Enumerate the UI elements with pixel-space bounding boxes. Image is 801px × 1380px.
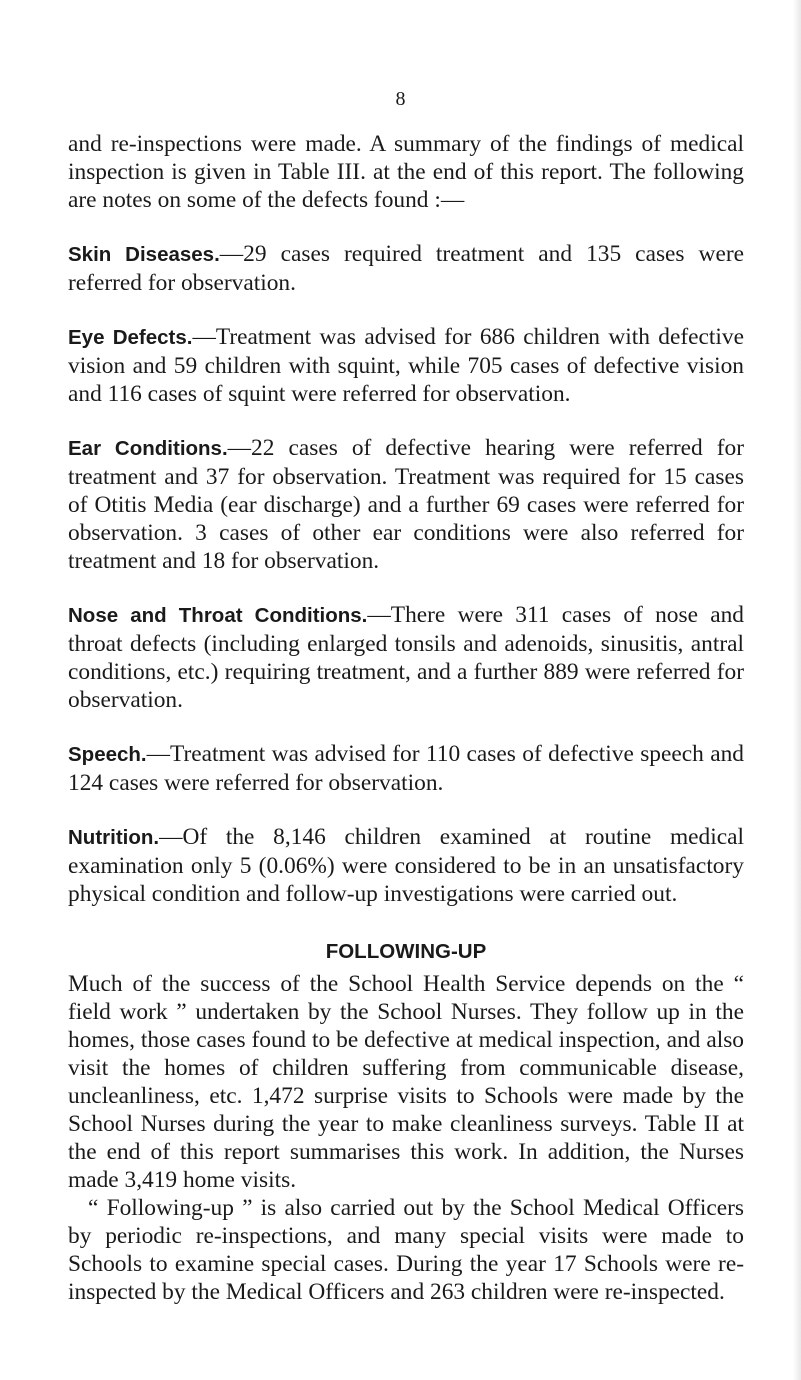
section-text: —Treatment was advised for 110 cases of defective speech and 124 cases were referred for observation. bbox=[68, 741, 744, 796]
section-heading: Skin Diseases. bbox=[68, 243, 220, 266]
section-text: —Treatment was advised for 686 children with defective vision and 59 children with squint, while 705 cases of defective vision and 116 cases of squint were referred for observation. bbox=[68, 324, 744, 407]
section-heading: Ear Conditions. bbox=[68, 437, 228, 460]
page-number: 8 bbox=[395, 88, 406, 110]
intro-paragraph: and re-inspections were made. A summary of the findings of medical inspection is given in Table III. at the end of this report. The following are notes on some of the defects found :— bbox=[68, 131, 744, 213]
section-skin-diseases bbox=[68, 240, 744, 297]
section-nose-throat bbox=[68, 601, 744, 714]
section-text: —29 cases required treatment and 135 cases were referred for observation. bbox=[68, 241, 745, 296]
following-up-title: FOLLOWING-UP bbox=[325, 940, 487, 963]
following-up-paragraph-2: “ Following-up ” is also carried out by the School Medical Officers by periodic re-inspections, and many special visits were made to Schools to examine special cases. During the year 17 Schools were re-inspected by the Medical Officers and 263 children were re-inspected. bbox=[68, 1195, 744, 1305]
section-heading: Eye Defects. bbox=[68, 326, 193, 349]
page-edge-shadow bbox=[793, 0, 801, 1380]
section-heading: Nose and Throat Conditions. bbox=[68, 604, 368, 627]
section-speech bbox=[68, 740, 744, 797]
section-eye-defects bbox=[68, 323, 744, 408]
section-nutrition bbox=[68, 823, 744, 908]
section-text: —22 cases of defective hearing were referred for treatment and 37 for observation. Treatment was required for 15 cases of Otitis Media (ear discharge) and a further 69 cases were referred for observation. 3 cases of other ear conditions were also referred for treatment and 18 for observation. bbox=[68, 435, 744, 574]
following-up-paragraph-1: Much of the success of the School Health Service depends on the “ field work ” undertaken by the School Nurses. They follow up in the homes, those cases found to be defective at medical inspection, and also visit the homes of children suffering from communicable disease, uncleanliness, etc. 1,472 surprise visits to Schools were made by the School Nurses during the year to make cleanliness surveys. Table II at the end of this report summarises this work. In addition, the Nurses made 3,419 home visits. bbox=[68, 971, 744, 1193]
document-body bbox=[68, 130, 744, 1306]
section-ear-conditions bbox=[68, 434, 744, 575]
section-text: —There were 311 cases of nose and throat defects (including enlarged tonsils and adenoids, sinusitis, antral conditions, etc.) requiring treatment, and a further 889 were referred for observation. bbox=[68, 602, 744, 713]
section-text: —Of the 8,146 children examined at routine medical examination only 5 (0.06%) were considered to be in an unsatisfactory physical condition and follow-up investigations were carried out. bbox=[68, 824, 744, 907]
section-heading: Nutrition. bbox=[68, 826, 160, 849]
section-heading: Speech. bbox=[68, 743, 147, 766]
